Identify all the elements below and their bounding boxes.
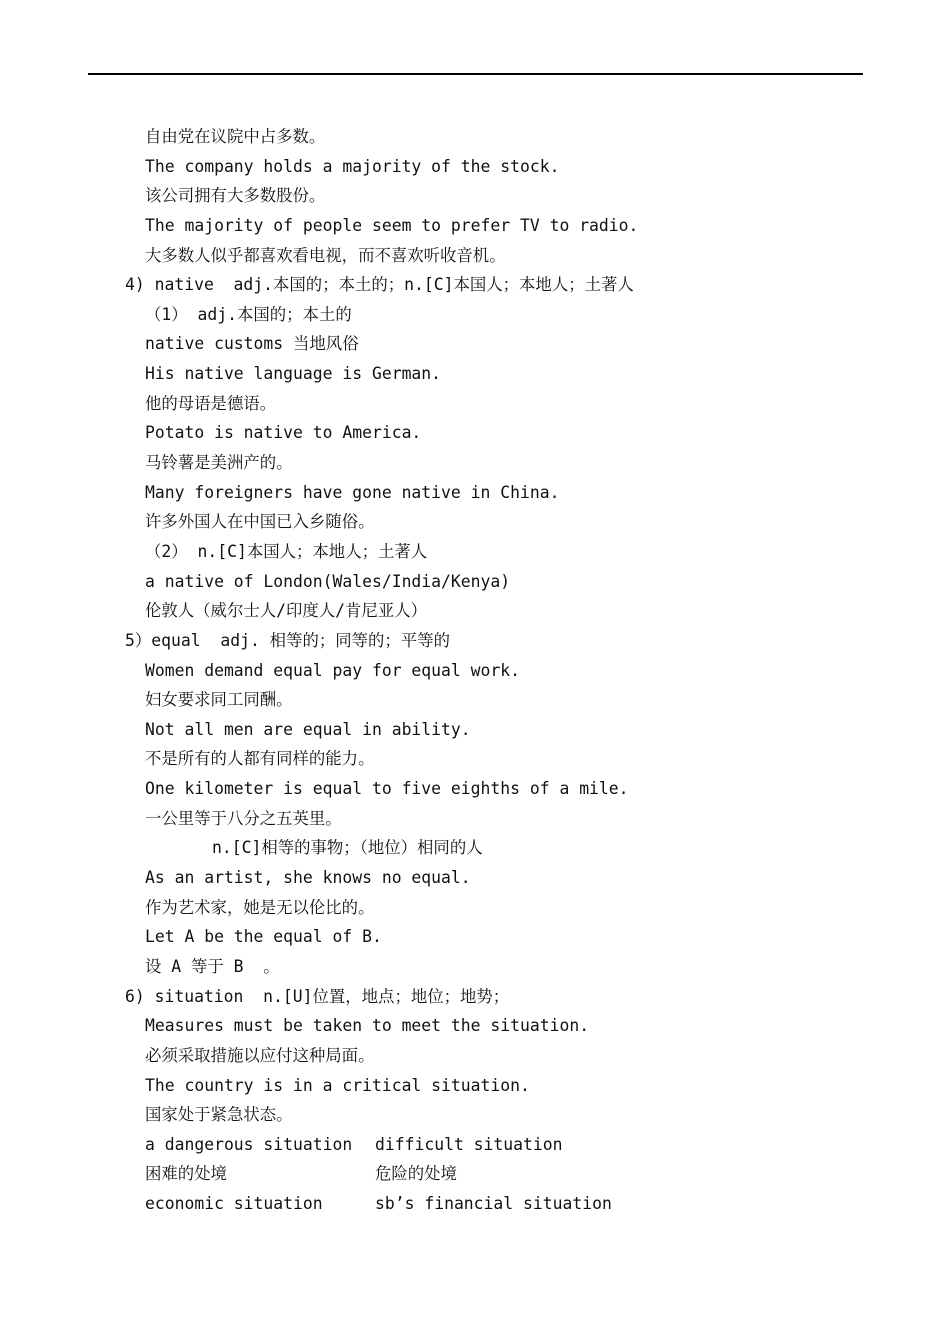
sense-heading: n.[C]相等的事物；（地位）相同的人 bbox=[212, 838, 483, 858]
header-rule bbox=[88, 73, 863, 75]
text-line: Measures must be taken to meet the situation. bbox=[145, 1016, 590, 1036]
text-line: 伦敦人（威尔士人/印度人/肯尼亚人） bbox=[145, 601, 427, 621]
text-line: 一公里等于八分之五英里。 bbox=[145, 808, 342, 828]
phrase-left: a dangerous situation bbox=[145, 1134, 353, 1154]
phrase-pair-row bbox=[0, 1159, 950, 1189]
text-line: The country is in a critical situation. bbox=[145, 1075, 530, 1095]
phrase-right: 危险的处境 bbox=[375, 1164, 457, 1184]
sense-heading: （2） n.[C]本国人；本地人；土著人 bbox=[145, 541, 428, 561]
text-line: 马铃薯是美洲产的。 bbox=[145, 453, 293, 473]
document-body bbox=[0, 122, 950, 1219]
text-line: As an artist, she knows no equal. bbox=[145, 868, 471, 888]
text-line: 大多数人似乎都喜欢看电视，而不喜欢听收音机。 bbox=[145, 245, 506, 265]
text-line: 他的母语是德语。 bbox=[145, 393, 277, 413]
text-line: Potato is native to America. bbox=[145, 423, 422, 443]
text-line: The company holds a majority of the stock. bbox=[145, 156, 560, 176]
phrase-right: difficult situation bbox=[375, 1134, 563, 1154]
text-line: 国家处于紧急状态。 bbox=[145, 1105, 293, 1125]
text-line: Let A be the equal of B. bbox=[145, 927, 382, 947]
text-line: 设 A 等于 B 。 bbox=[145, 956, 280, 976]
phrase-left: economic situation bbox=[145, 1194, 323, 1214]
text-line: His native language is German. bbox=[145, 364, 442, 384]
text-line: 必须采取措施以应付这种局面。 bbox=[145, 1045, 375, 1065]
text-line: 自由党在议院中占多数。 bbox=[145, 127, 326, 146]
sense-heading: （1） adj.本国的；本土的 bbox=[145, 304, 352, 324]
entry-heading-equal: 5）equal adj. 相等的；同等的；平等的 bbox=[125, 630, 450, 650]
text-line: Women demand equal pay for equal work. bbox=[145, 660, 520, 680]
phrase-right: sb’s financial situation bbox=[375, 1194, 612, 1214]
phrase-pair-row bbox=[0, 1189, 950, 1219]
entry-heading-situation: 6) situation n.[U]位置，地点；地位；地势； bbox=[125, 986, 510, 1006]
phrase-left: 困难的处境 bbox=[145, 1164, 227, 1184]
entry-heading-native: 4) native adj.本国的；本土的；n.[C]本国人；本地人；土著人 bbox=[125, 275, 634, 295]
text-line: The majority of people seem to prefer TV to radio. bbox=[145, 215, 639, 235]
text-line: Not all men are equal in ability. bbox=[145, 719, 471, 739]
text-line: Many foreigners have gone native in China. bbox=[145, 482, 560, 502]
text-line: 不是所有的人都有同样的能力。 bbox=[145, 749, 375, 769]
text-line: 许多外国人在中国已入乡随俗。 bbox=[145, 512, 375, 532]
text-line: 作为艺术家，她是无以伦比的。 bbox=[145, 897, 375, 917]
text-line: One kilometer is equal to five eighths of a mile. bbox=[145, 779, 629, 799]
text-line: native customs 当地风俗 bbox=[145, 334, 359, 354]
text-line: 该公司拥有大多数股份。 bbox=[145, 186, 326, 206]
phrase-pair-row bbox=[0, 1130, 950, 1160]
text-line: a native of London(Wales/India/Kenya) bbox=[145, 571, 511, 591]
text-line: 妇女要求同工同酬。 bbox=[145, 690, 293, 710]
